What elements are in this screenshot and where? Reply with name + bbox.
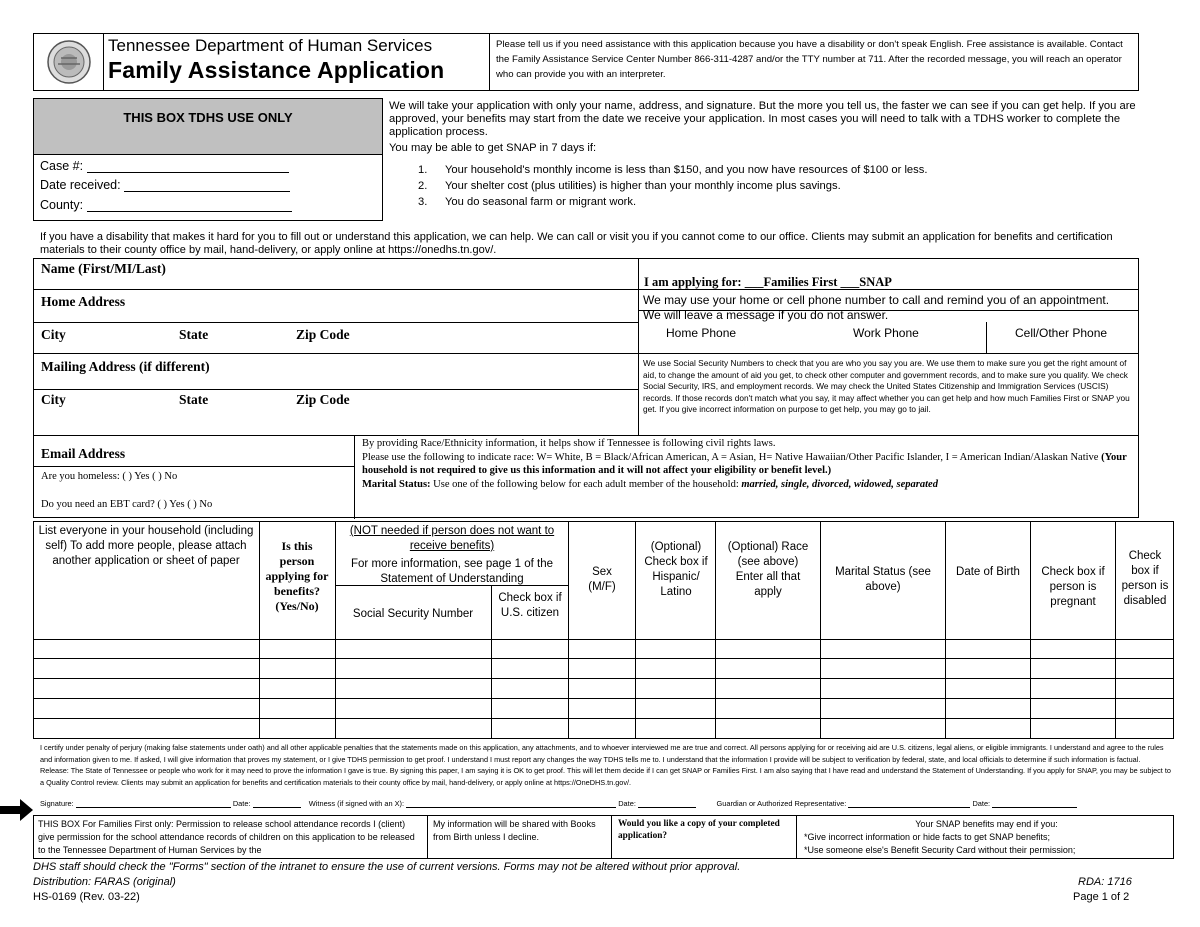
home-address-field[interactable]: Home Address <box>41 294 126 309</box>
col-marital-status: Marital Status (see above) <box>835 566 931 593</box>
certification-text <box>40 742 1175 789</box>
snap-end-notice: Your SNAP benefits may end if you: *Give incorrect information or hide facts to get SNAP benefits; *Use someone else's Benefit Security Card without their permission; <box>804 819 1076 855</box>
form-title: Family Assistance Application <box>108 57 445 83</box>
books-from-birth-notice[interactable]: My information will be shared with Books from Birth unless I decline. <box>433 819 596 842</box>
county-label: County: <box>40 198 84 212</box>
form-header <box>33 33 1139 91</box>
home-phone-field[interactable]: Home Phone <box>666 326 737 340</box>
race-notice: By providing Race/Ethnicity information, it helps show if Tennessee is following civil rights laws. Please use the following to indicate race: W= White, B = Black/African American, A = Asian, H= Native Hawaiian/Other Pacific Islander, I = American Indian/Alaskan Native (Your household is not required to give us this information and it will not affect your eligibility or benefit level.) Marital Status: Use one of the following below for each adult member of the household: married, single, divorced, widowed, separated <box>362 438 1127 490</box>
signature-date-field[interactable]: Date: <box>233 799 301 808</box>
disability-notice: If you have a disability that makes it hard for you to fill out or understand this application, we can help. We can call or visit you if you cannot come to our office. Clients may submit an application for benefits and certification materials to their county office by mail, hand-delivery, or apply online at https://onedhs.tn.gov/. <box>40 231 1113 256</box>
col-date-of-birth: Date of Birth <box>956 566 1020 578</box>
snap-conditions-list <box>418 162 927 210</box>
homeless-question[interactable]: Are you homeless: ( ) Yes ( ) No <box>41 471 178 482</box>
mailing-city-field[interactable]: City <box>41 392 66 407</box>
state-seal-icon <box>34 34 104 90</box>
witness-field[interactable]: Witness (if signed with an X): <box>309 799 616 808</box>
col-race: (Optional) Race (see above) Enter all that apply <box>727 541 809 598</box>
work-phone-field[interactable]: Work Phone <box>853 326 919 340</box>
col-disabled: Check box if person is disabled <box>1121 550 1169 607</box>
phone-notice: We may use your home or cell phone number to call and remind you of an appointment. We will leave a message if you do not answer. <box>643 293 1110 322</box>
sign-here-arrow-icon <box>0 799 34 821</box>
case-number-field[interactable] <box>40 159 289 173</box>
list-item: 1. Your household's monthly income is less than $150, and you now have resources of $100 or less. <box>418 164 928 176</box>
table-row[interactable] <box>33 659 1174 678</box>
mailing-zip-field[interactable]: Zip Code <box>296 392 350 407</box>
mailing-address-field[interactable]: Mailing Address (if different) <box>41 359 210 374</box>
zip-field[interactable]: Zip Code <box>296 327 350 342</box>
assistance-notice: Please tell us if you need assistance with this application because you have a disability or don't speak English. Free assistance is available. Contact the Family Assistance Service Center Number 866-311-4287 and/or the TTY number at 711. After the recorded message, you will reach an operator who can provide you with an interpreter. <box>496 39 1123 80</box>
intro-text <box>389 100 1159 155</box>
table-row[interactable] <box>33 719 1174 738</box>
case-number-label: Case #: <box>40 159 84 173</box>
col-hispanic: (Optional) Check box if Hispanic/ Latino <box>644 541 708 598</box>
snap-7-days-lead: You may be able to get SNAP in 7 days if: <box>389 142 597 154</box>
signature-field[interactable]: Signature: <box>40 799 231 808</box>
ssn-notice: We use Social Security Numbers to check that you are who you say you are. We use them to make sure you get the right amount of aid, to change the amount of aid you get, to check other computer and government records, and to make sure you qualify. We check Social Security, IRS, and employment records. We may check the United States Citizenship and Immigration Services (USCIS) records. If those records don't match what you say, it may affect whether you can get help and how much Families First or SNAP you get. If you give incorrect information on purpose to get help, you may go to jail. <box>643 358 1130 414</box>
city-field[interactable]: City <box>41 327 66 342</box>
name-field[interactable]: Name (First/MI/Last) <box>41 261 166 276</box>
intro-paragraph: We will take your application with only your name, address, and signature. But the more you tell us, the faster we can see if you can get help. If you are approved, your benefits may start from the date we receive your application. In most cases you will need to talk with a TDHS worker to complete the application process. <box>389 100 1136 138</box>
col-ssn-note: (NOT needed if person does not want to receive benefits) <box>349 525 555 552</box>
household-members-table <box>33 521 1174 739</box>
col-pregnant: Check box if person is pregnant <box>1041 566 1105 608</box>
list-item: 2. Your shelter cost (plus utilities) is higher than your monthly income plus savings. <box>418 180 841 192</box>
county-field[interactable] <box>40 198 292 212</box>
col-ssn: Social Security Number <box>352 608 474 620</box>
applicant-info-box <box>33 258 1139 518</box>
department-name: Tennessee Department of Human Services <box>108 36 433 55</box>
witness-date-field[interactable]: Date: <box>618 799 696 808</box>
bottom-info-box <box>33 815 1174 859</box>
list-item: 3. You do seasonal farm or migrant work. <box>418 196 637 208</box>
applying-for-field[interactable]: I am applying for: ___Families First ___SNAP <box>644 275 892 289</box>
distribution: Distribution: FARAS (original) <box>33 876 176 888</box>
tdhs-box-title: THIS BOX TDHS USE ONLY <box>34 99 382 155</box>
rda-number: RDA: 1716 <box>1078 876 1132 888</box>
header-title-block <box>104 34 490 90</box>
signature-line <box>40 799 1077 808</box>
table-row[interactable] <box>33 699 1174 718</box>
table-row[interactable] <box>33 640 1174 658</box>
email-field[interactable]: Email Address <box>41 446 126 461</box>
state-field[interactable]: State <box>179 327 209 342</box>
col-applying: Is this person applying for benefits? (Yes/No) <box>265 539 329 613</box>
col-ssn-info: For more information, see page 1 of the Statement of Understanding <box>351 558 553 585</box>
tdhs-use-only-box <box>33 98 383 221</box>
date-received-field[interactable] <box>40 178 290 192</box>
col-household-list: List everyone in your household (including self) To add more people, please attach another application or sheet of paper <box>38 525 254 567</box>
perjury-statement: I certify under penalty of perjury (making false statements under oath) and all other applicable penalties that the statements made on this application, any attachments, and to whoever interviewed me are true and correct. All persons applying for or receiving aid are U.S. citizens, legal aliens, or eligible immigrants. I understand and agree to the rules and information given to me. If asked, I will give information that proves my statement, or I give TDHS permission to get proof. I understand I must report any changes the way TDHS tells me to. I understand that the information I provide will be subject to verification by federal, state, and local officials to determine if such information is factual. <box>40 743 1164 764</box>
school-records-permission: THIS BOX For Families First only: Permission to release school attendance records I (client) give permission for the school attendance records of children on this application to be released to the Tennessee Department of Human Services by the <box>38 819 415 855</box>
form-number: HS-0169 (Rev. 03-22) <box>33 891 140 903</box>
ebt-question[interactable]: Do you need an EBT card? ( ) Yes ( ) No <box>41 499 213 510</box>
mailing-state-field[interactable]: State <box>179 392 209 407</box>
release-statement: Release: The State of Tennessee or people who work for it may need to prove the information I gave is true. By signing this paper, I am saying it is OK to get proof. This will let them decide if I can get SNAP or Families First. I am also saying that I have read and understand the Statement of Understanding. If you apply for SNAP, you may be subject to a Quality Control review. Clients may submit an application for benefits and certification materials to their county office by mail, hand-delivery, or apply online at https://OneDHS.tn.gov/. <box>40 766 1171 788</box>
guardian-date-field[interactable]: Date: <box>972 799 1077 808</box>
col-citizen: Check box if U.S. citizen <box>498 592 562 619</box>
table-row[interactable] <box>33 679 1174 698</box>
guardian-field[interactable]: Guardian or Authorized Representative: <box>716 799 970 808</box>
cell-phone-field[interactable]: Cell/Other Phone <box>1015 326 1108 340</box>
date-received-label: Date received: <box>40 178 121 192</box>
col-sex: Sex (M/F) <box>588 566 616 593</box>
page-number: Page 1 of 2 <box>1073 891 1130 903</box>
staff-notice: DHS staff should check the "Forms" section of the intranet to ensure the use of current versions. Forms may not be altered without prior approval. <box>33 861 741 873</box>
copy-question[interactable]: Would you like a copy of your completed application? <box>618 819 780 841</box>
